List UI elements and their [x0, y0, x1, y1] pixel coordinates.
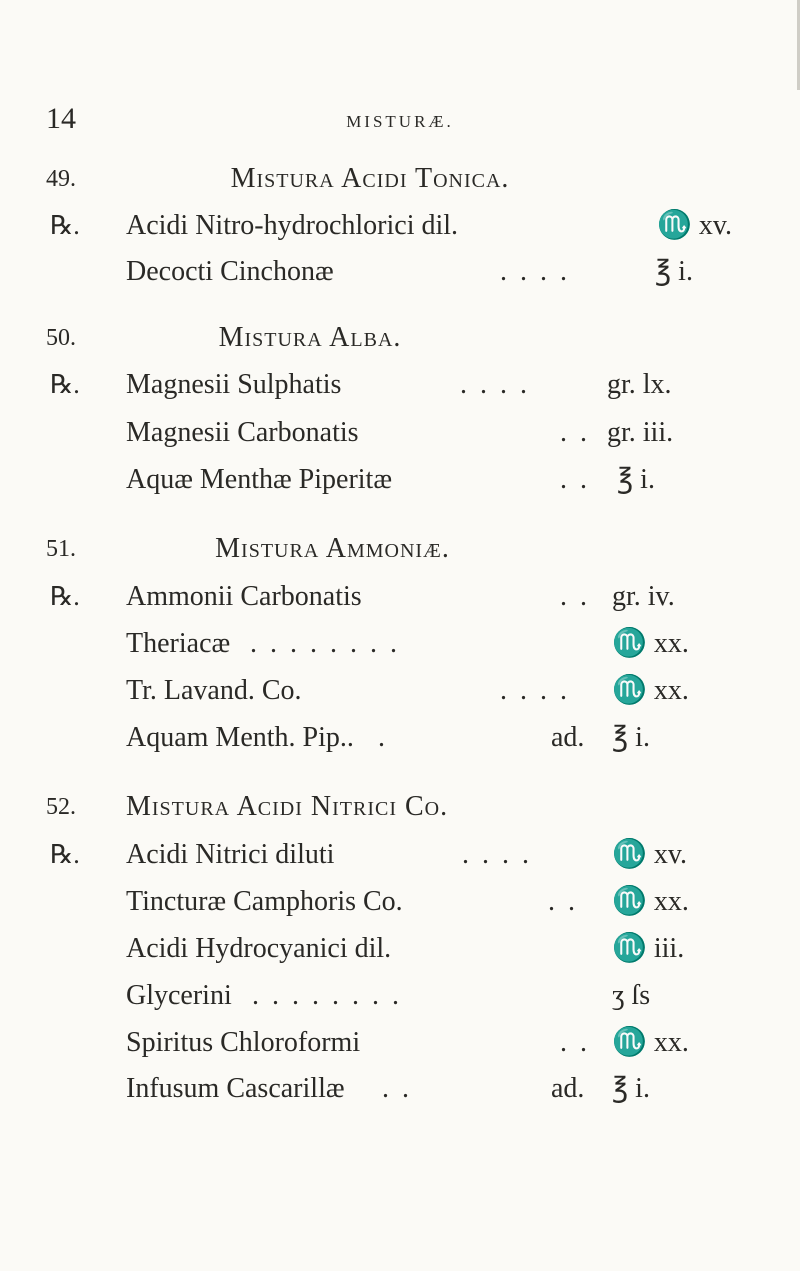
recipe-number: 50. [46, 325, 76, 351]
ingredient-line [0, 408, 800, 458]
ingredient-name: Aquæ Menthæ Piperitæ [126, 464, 393, 495]
rx-symbol: ℞. [50, 840, 80, 869]
recipe-52-heading [0, 782, 800, 832]
ingredient-line [0, 666, 800, 716]
ingredient-dose: ʒ ſs [612, 980, 651, 1011]
ingredient-dose: ♏ xx. [612, 886, 689, 917]
dot-leader: . [378, 722, 388, 753]
ingredient-line [0, 619, 800, 669]
dot-leader: . . [548, 886, 578, 917]
dot-leader: . . [560, 464, 590, 495]
page-number: 14 [46, 102, 76, 135]
dot-leader: . . . . . . . . [252, 980, 402, 1011]
ad-marker: ad. [551, 1073, 585, 1104]
ingredient-name: Tincturæ Camphoris Co. [126, 886, 403, 917]
ingredient-dose: ♏ xx. [612, 675, 689, 706]
ingredient-dose: ♏ xv. [657, 210, 733, 241]
ingredient-dose: gr. iii. [607, 417, 674, 448]
ingredient-line [0, 971, 800, 1021]
ingredient-line [0, 201, 800, 251]
ingredient-line [0, 713, 800, 763]
ingredient-dose: gr. iv. [612, 581, 675, 612]
ingredient-line [0, 572, 800, 622]
dot-leader: . . . . [500, 256, 570, 287]
dot-leader: . . . . [462, 839, 532, 870]
recipe-49-heading [0, 154, 800, 204]
recipe-51-heading [0, 524, 800, 574]
ingredient-dose: ♏ xv. [612, 839, 688, 870]
dot-leader: . . . . . . . . [250, 628, 400, 659]
ingredient-dose: ♏ iii. [612, 933, 685, 964]
ingredient-line [0, 455, 800, 505]
ingredient-dose: ℥ i. [617, 464, 655, 495]
ingredient-dose: ℥ i. [655, 256, 693, 287]
ingredient-name: Magnesii Carbonatis [126, 417, 359, 448]
recipe-title: Mistura Ammoniæ. [215, 533, 450, 564]
ingredient-name: Spiritus Chloroformi [126, 1027, 361, 1058]
ingredient-line [0, 360, 800, 410]
ingredient-line [0, 1018, 800, 1068]
ingredient-name: Acidi Nitro-hydrochlorici dil. [126, 210, 459, 241]
recipe-50-heading [0, 313, 800, 363]
recipe-number: 49. [46, 166, 76, 192]
recipe-title: Mistura Alba. [218, 322, 402, 353]
ingredient-name: Aquam Menth. Pip.. [126, 722, 354, 753]
dot-leader: . . [560, 417, 590, 448]
dot-leader: . . [560, 581, 590, 612]
rx-symbol: ℞. [50, 211, 80, 240]
ingredient-name: Theriacæ [126, 628, 231, 659]
dot-leader: . . [382, 1073, 412, 1104]
dot-leader: . . . . [500, 675, 570, 706]
rx-symbol: ℞. [50, 370, 80, 399]
ingredient-dose: gr. lx. [607, 369, 672, 400]
ingredient-line [0, 877, 800, 927]
recipe-title: Mistura Acidi Tonica. [230, 163, 510, 194]
ingredient-name: Infusum Cascarillæ [126, 1073, 345, 1104]
ingredient-dose: ♏ xx. [612, 628, 689, 659]
ingredient-line [0, 1064, 800, 1114]
ingredient-name: Acidi Hydrocyanici dil. [126, 933, 392, 964]
ingredient-name: Magnesii Sulphatis [126, 369, 342, 400]
ingredient-name: Acidi Nitrici diluti [126, 839, 335, 870]
ingredient-line [0, 247, 800, 297]
ingredient-line [0, 924, 800, 974]
rx-symbol: ℞. [50, 582, 80, 611]
recipe-title: Mistura Acidi Nitrici Co. [126, 791, 449, 822]
ingredient-name: Tr. Lavand. Co. [126, 675, 302, 706]
dot-leader: . . . . [460, 369, 530, 400]
ingredient-dose: ℥ i. [612, 722, 650, 753]
recipe-number: 52. [46, 794, 76, 820]
ingredient-line [0, 830, 800, 880]
recipe-number: 51. [46, 536, 76, 562]
ad-marker: ad. [551, 722, 585, 753]
ingredient-name: Ammonii Carbonatis [126, 581, 362, 612]
ingredient-name: Decocti Cinchonæ [126, 256, 334, 287]
ingredient-name: Glycerini [126, 980, 232, 1011]
running-head: MISTURÆ. [346, 112, 454, 131]
ingredient-dose: ℥ i. [612, 1073, 650, 1104]
ingredient-dose: ♏ xx. [612, 1027, 689, 1058]
dot-leader: . . [560, 1027, 590, 1058]
